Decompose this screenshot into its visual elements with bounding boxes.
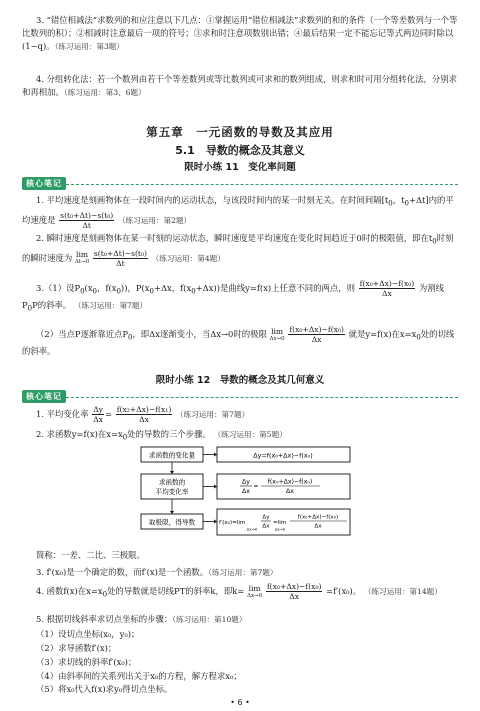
fraction: $\frac{\text{f(x₂+Δx)−f(x₁)}}{\Delta x}$	[116, 405, 172, 424]
note-item-4: 4. 分组转化法：若一个数列由若干个等差数列或等比数列或可求和的数列组成，则求和时可用分组转化法，分别求和再相加。（练习运用：第3、6题）	[22, 74, 458, 97]
step-label-2a: 求函数的	[158, 478, 186, 487]
note-average-velocity: 1. 平均速度是刻画物体在一段时间内的运动状态，与该段时间内的某一时刻无关。在时间间隔[$t_0$，$t_0+\Delta t$]内的平均速度是 $\frac{\text{s(t₀+Δt)−s(t₀)}}{\Delta t}$ （练习运用：第2题）	[22, 195, 454, 230]
derivative-steps-diagram	[140, 443, 352, 543]
step-2: （2）求导函数f′(x)；	[36, 643, 117, 653]
section-title: 5.1 导数的概念及其意义	[175, 144, 305, 157]
formula-3-num: f(x₀+Δx)−f(x₀)	[297, 514, 339, 521]
limit: lim Δx→0	[247, 583, 263, 599]
step-3: （3）求切线的斜率f′(x₀)；	[36, 657, 137, 667]
drill-title-11: 限时小练 11 变化率问题	[184, 162, 296, 173]
fraction: $\frac{\text{s(t₀+Δt)−s(t₀)}}{\Delta t}$	[60, 210, 114, 230]
step-4: （4）由斜率间的关系列出关于x₀的方程，解方程求x₀；	[36, 671, 242, 681]
note-item-3: 3. “错位相减法”求数列的和应注意以下几点：①掌握运用“错位相减法”求数列的和的条件（一个等差数列与一个等比数列的积）；②相减时注意最后一项的符号；③求和时注意项数别出错；④最后结果一定不能忘记等式两边同时除以(1−q)。（练习运用：第3题）	[22, 15, 458, 51]
limit: lim Δx→0	[269, 326, 285, 342]
note-derivative-value: 3. f′(x₀)是一个确定的数，而f′(x)是一个函数。（练习运用：第7题）	[36, 567, 278, 577]
fraction: $\frac{\text{s(t₀+Δt)−s(t₀)}}{\Delta t}$	[93, 248, 147, 268]
chapter-title: 第五章 一元函数的导数及其应用	[146, 125, 334, 139]
fraction: $\frac{\text{f(x₀+Δx)−f(x₀)}}{\Delta x}$	[266, 582, 322, 601]
note-tangent-derivative: 4. 函数f(x)在$x=x_0$处的导数就是切线PT的斜率k，即k= lim Δx→0 $\frac{\text{f(x₀+Δx)−f(x₀)}}{\Delta x}$ =f′(x₀)。 （练习运用：第14题）	[36, 582, 442, 601]
formula-2-num: f(x₀+Δx)−f(x₀)	[267, 478, 313, 486]
formula-3-sub-a: Δx→0	[246, 526, 258, 532]
formula-3-lim-b: =lim	[273, 520, 287, 526]
formula-2-dy: Δy	[242, 478, 250, 486]
note-abbreviation: 简称：一差、二比、三极限。	[36, 550, 145, 560]
note-instant-velocity: 2. 瞬时速度是刻画物体在某一时刻的运动状态，瞬时速度是平均速度在变化时间趋近于0时的极限值，即在$t_0$时刻的瞬时速度为 lim Δt→0 $\frac{\text{s(t₀+Δt)−s(t₀)}}{\Delta t}$ （练习运用：第4题）	[22, 233, 454, 268]
down-arrowhead	[170, 511, 174, 514]
down-arrowhead	[170, 471, 174, 474]
formula-2-den: Δx	[286, 488, 294, 495]
step-label-2b: 平均变化率	[155, 488, 189, 496]
formula-3-den: Δx	[314, 523, 322, 530]
core-notes-badge: 核心笔记	[22, 390, 66, 403]
drill-title-12: 限时小练 12 导数的概念及其几何意义	[155, 375, 325, 386]
formula-3-sub-b: Δx→0	[274, 526, 286, 532]
formula-1: Δy=f(x₀+Δx)−f(x₀)	[253, 451, 313, 460]
core-notes-badge: 核心笔记	[22, 177, 66, 190]
formula-3-dx: Δx	[262, 523, 270, 530]
fraction: $\frac{\Delta y}{\Delta x}$	[93, 405, 103, 424]
step-5: （5）将x₀代入f(x)求y₀得切点坐标。	[36, 684, 173, 694]
formula-3-dy: Δy	[262, 514, 270, 521]
formula-3-lim-a: f′(x₀)=lim	[219, 520, 246, 526]
step-label-3: 取极限，得导数	[148, 518, 196, 527]
note-three-steps: 2. 求函数y=f(x)在$x=x_0$处的导数的三个步骤。 （练习运用：第5题）	[36, 429, 287, 442]
step-label-1: 求函数的变化量	[148, 451, 196, 460]
badge-divider	[66, 397, 458, 398]
limit: lim Δt→0	[74, 250, 90, 266]
note-average-rate: 1. 平均变化率 $\frac{\Delta y}{\Delta x}$ = $\frac{\text{f(x₂+Δx)−f(x₁)}}{\Delta x}$ （练习运用：第7题）	[36, 405, 250, 424]
step-1: （1）设切点坐标(x₀，y₀)；	[36, 629, 140, 639]
practice-ref: （练习运用：第3题）	[54, 42, 124, 51]
note-secant-slope: 3.（1）设$P_0(x_0$，$f(x_0)$)，$P(x_0+\Delta x$，$f(x_0+\Delta x)$)是曲线y=f(x)上任意不同的两点，则 $\frac{\text{f(x₀+Δx)−f(x₀)}}{\Delta x}$ 为割线$P_0P$的斜率。 （练习运用：第7题）	[22, 279, 445, 313]
page-number: • 6 •	[230, 698, 250, 707]
formula-2-eq: =	[253, 483, 259, 490]
fraction: $\frac{\text{f(x₀+Δx)−f(x₀)}}{\Delta x}$	[359, 279, 415, 298]
note-tangent-slope: （2）当点P逐渐靠近点$P_0$，即Δx逐渐变小，当Δx→0时的极限 lim Δx→0 $\frac{\text{f(x₀+Δx)−f(x₀)}}{\Delta x}$ 就是y=f(x)在$x=x_0$处的切线的斜率。	[22, 325, 455, 356]
formula-2-dx: Δx	[242, 488, 250, 495]
practice-ref: （练习运用：第3、6题）	[63, 88, 146, 97]
fraction: $\frac{\text{f(x₀+Δx)−f(x₀)}}{\Delta x}$	[289, 325, 344, 344]
note-tangent-point-steps: 5. 根据切线斜率求切点坐标的步骤：（练习运用：第10题）	[36, 614, 247, 624]
badge-divider	[66, 184, 458, 185]
